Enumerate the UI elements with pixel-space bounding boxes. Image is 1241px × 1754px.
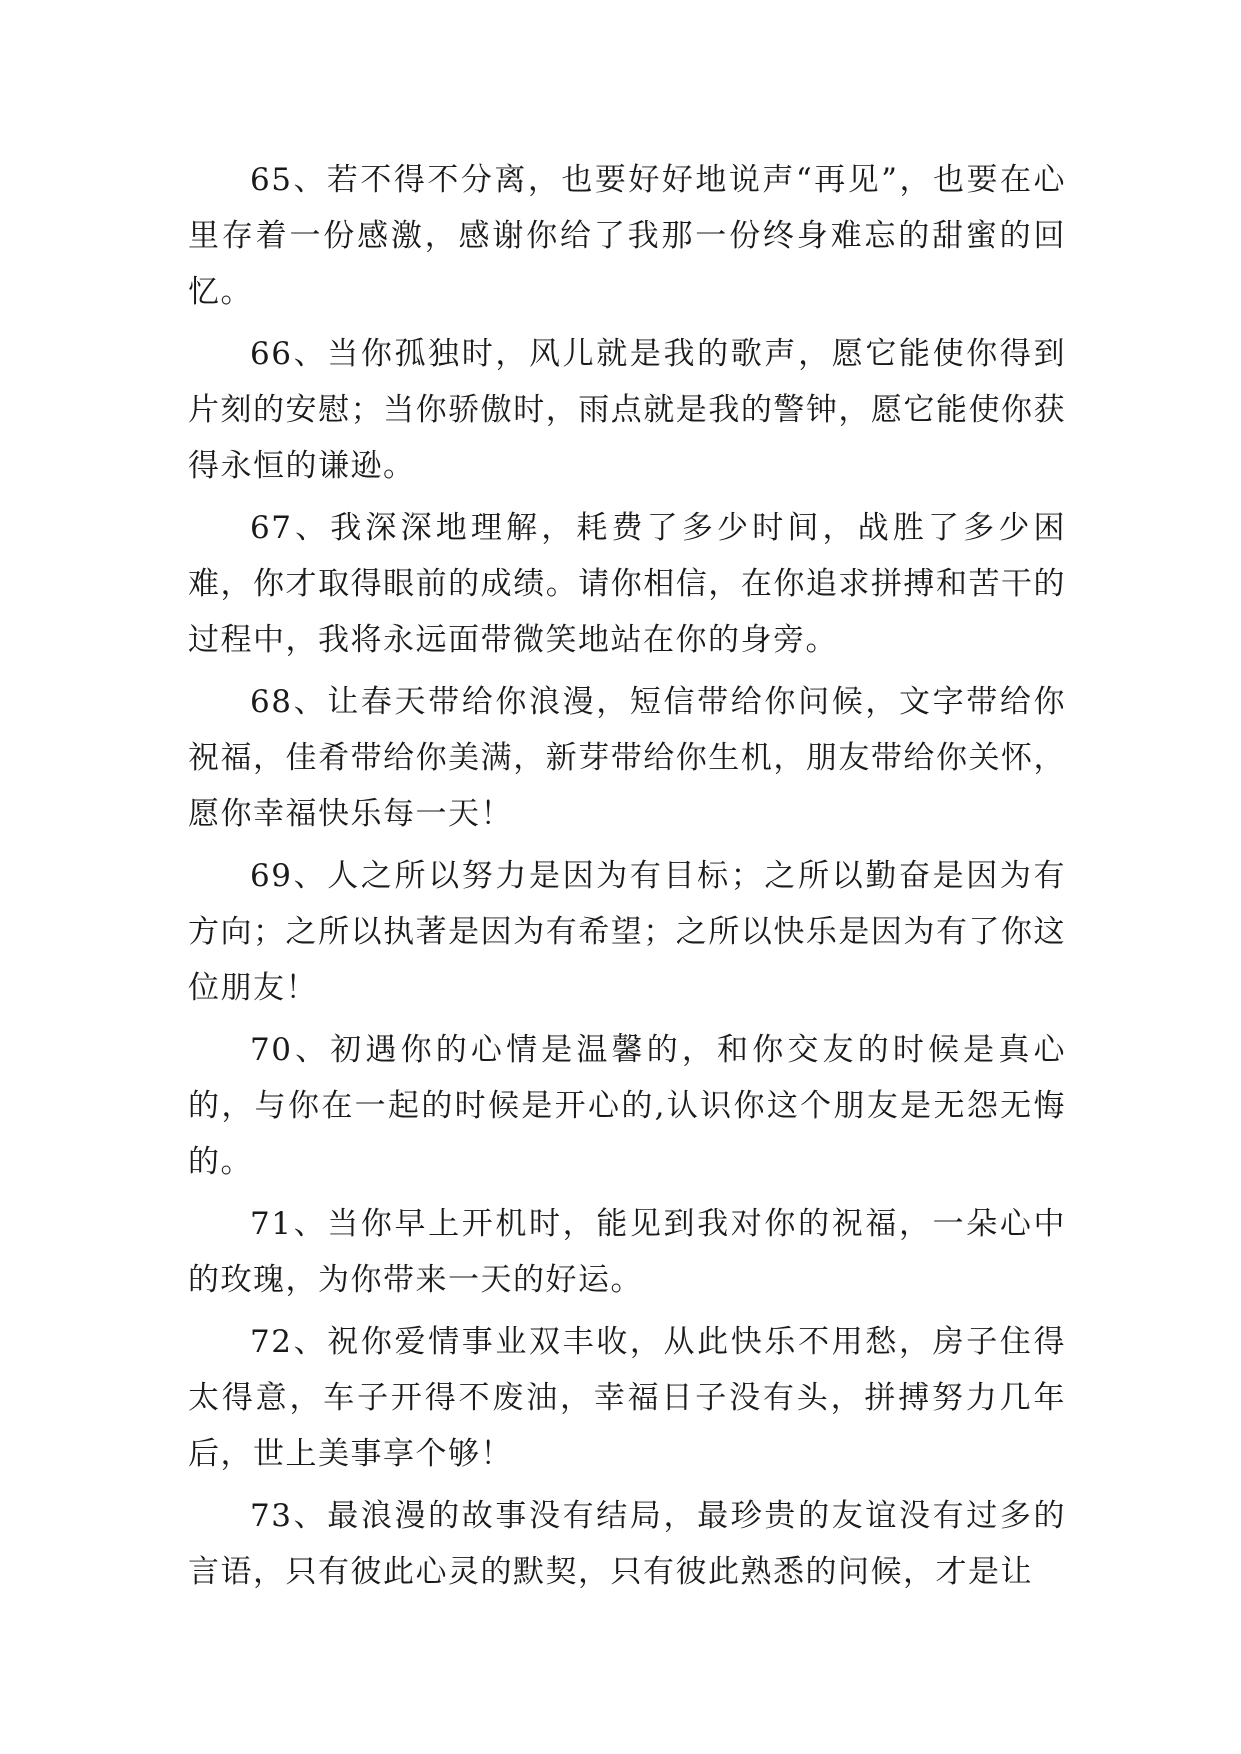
- paragraph-67: 67、我深深地理解，耗费了多少时间，战胜了多少困难，你才取得眼前的成绩。请你相信，在你追求拼搏和苦干的过程中，我将永远面带微笑地站在你的身旁。: [188, 510, 1066, 658]
- paragraph-66: 66、当你孤独时，风儿就是我的歌声，愿它能使你得到片刻的安慰；当你骄傲时，雨点就是我的警钟，愿它能使你获得永恒的谦逊。: [188, 336, 1066, 484]
- paragraph-71: 71、当你早上开机时，能见到我对你的祝福，一朵心中的玫瑰，为你带来一天的好运。: [188, 1206, 1066, 1298]
- paragraph-68: 68、让春天带给你浪漫，短信带给你问候，文字带给你祝福，佳肴带给你美满，新芽带给你生机，朋友带给你关怀，愿你幸福快乐每一天！: [188, 684, 1066, 832]
- document-body: [188, 152, 1066, 1606]
- paragraph-73: 73、最浪漫的故事没有结局，最珍贵的友谊没有过多的言语，只有彼此心灵的默契，只有彼此熟悉的问候，才是让: [188, 1498, 1066, 1590]
- paragraph-70: 70、初遇你的心情是温馨的，和你交友的时候是真心的，与你在一起的时候是开心的,认识你这个朋友是无怨无悔的。: [188, 1032, 1066, 1180]
- paragraph-65: 65、若不得不分离，也要好好地说声“再见”，也要在心里存着一份感激，感谢你给了我那一份终身难忘的甜蜜的回忆。: [188, 162, 1066, 310]
- paragraph-69: 69、人之所以努力是因为有目标；之所以勤奋是因为有方向；之所以执著是因为有希望；之所以快乐是因为有了你这位朋友！: [188, 858, 1066, 1006]
- paragraph-72: 72、祝你爱情事业双丰收，从此快乐不用愁，房子住得太得意，车子开得不废油，幸福日子没有头，拼搏努力几年后，世上美事享个够！: [188, 1324, 1066, 1472]
